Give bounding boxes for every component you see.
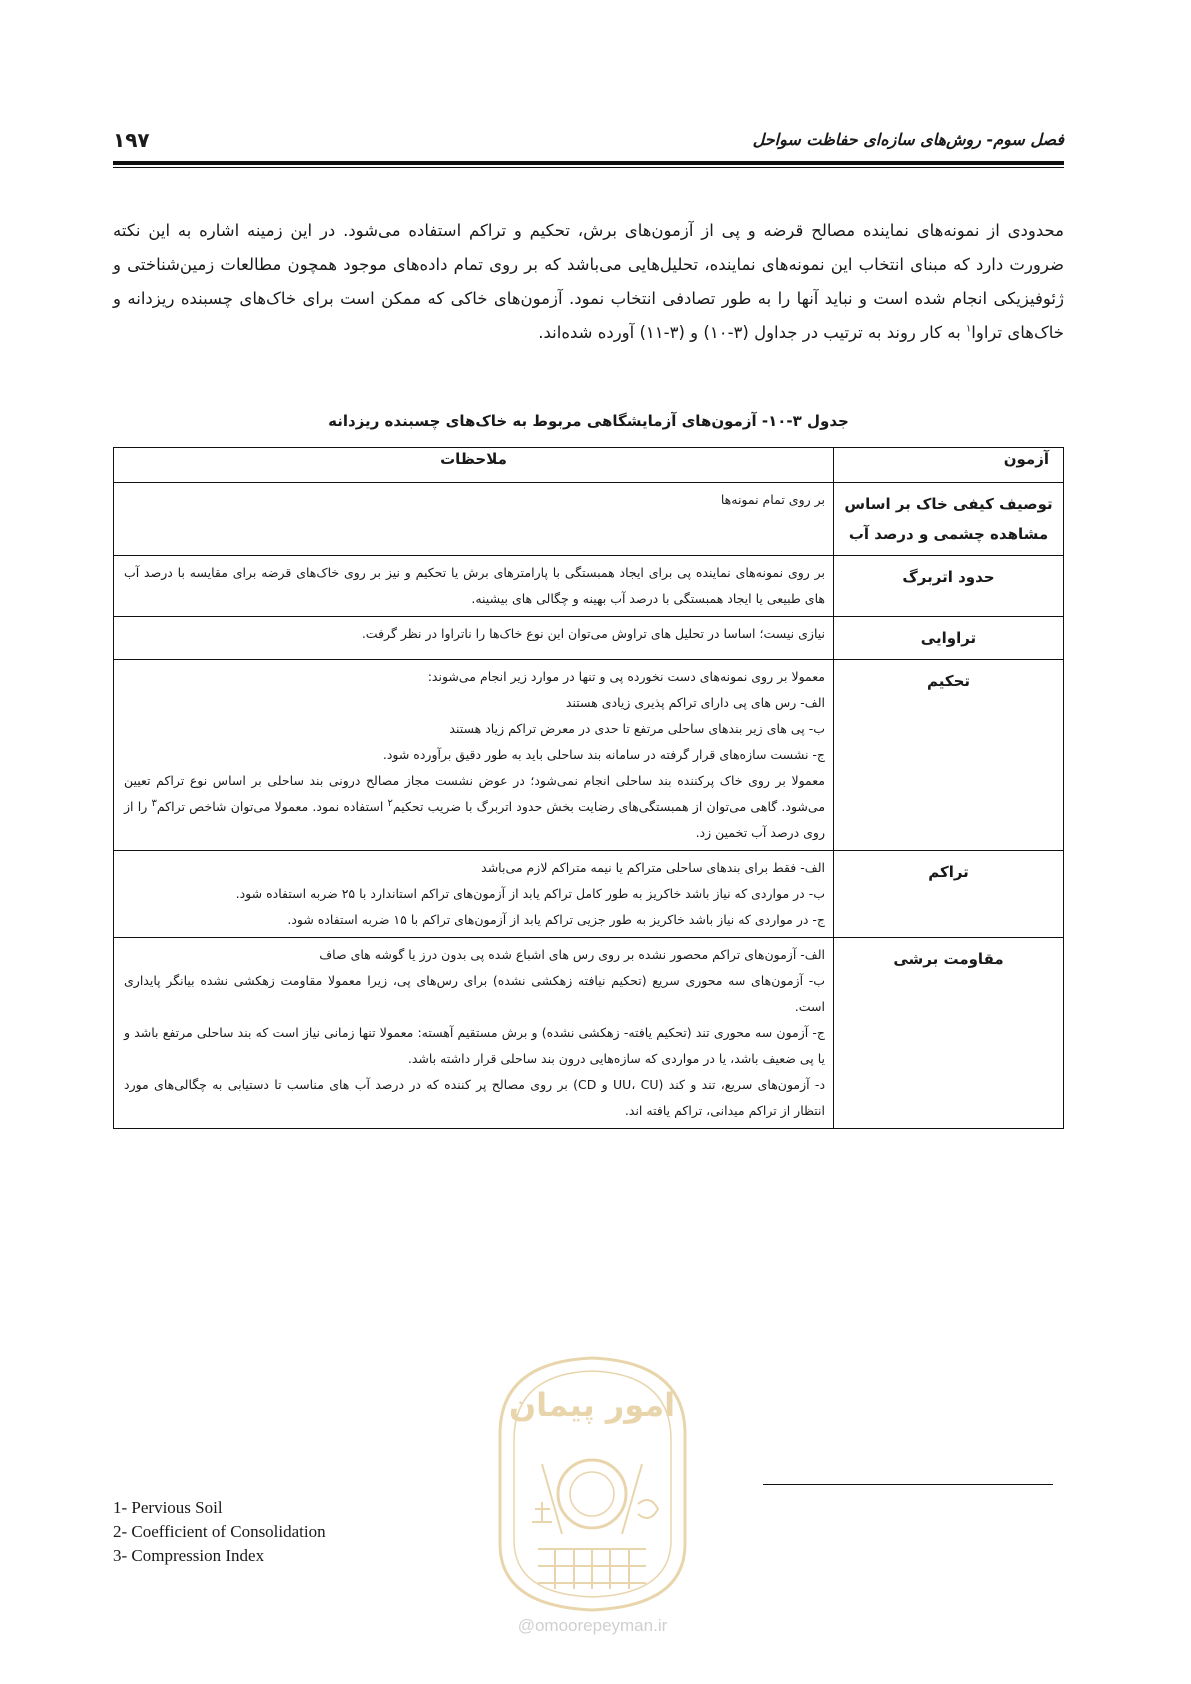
table-row bbox=[114, 556, 1064, 617]
note-line: ب- در مواردی که نیاز باشد خاکریز به طور کامل تراکم یابد از آزمون‌های تراکم استاندارد با ۲۵ ضربه استفاده شود. bbox=[235, 886, 825, 901]
note-line: بر روی نمونه‌های نماینده پی برای ایجاد همبستگی با پارامترهای برش یا تحکیم و نیز بر روی خاک‌های قرضه برای مقایسه با درصد آب های طبیعی یا ایجاد همبستگی با درصد آب بهینه و چگالی های بیشینه. bbox=[124, 565, 825, 606]
test-name-cell: توصیف کیفی خاک بر اساس مشاهده چشمی و درصد آب bbox=[834, 483, 1064, 556]
note-line bbox=[124, 768, 825, 846]
page-header bbox=[113, 126, 1064, 162]
notes-cell bbox=[114, 938, 834, 1129]
note-line: الف- آزمون‌های تراکم محصور نشده بر روی رس های اشباع شده پی بدون درز یا گوشه های صاف bbox=[319, 947, 825, 962]
note-line: بر روی تمام نمونه‌ها bbox=[720, 492, 825, 507]
note-line: معمولا بر روی نمونه‌های دست نخورده پی و تنها در موارد زیر انجام می‌شوند: bbox=[427, 669, 825, 684]
seal-logo-text: امور پیمان bbox=[508, 1386, 676, 1424]
table-caption: جدول ۳-۱۰- آزمون‌های آزمایشگاهی مربوط به خاک‌های چسبنده ریزدانه bbox=[328, 412, 849, 430]
intro-paragraph bbox=[113, 214, 1064, 350]
note-line: ب- پی های زیر بندهای ساحلی مرتفع تا حدی در معرض تراکم زیاد هستند bbox=[449, 721, 825, 736]
table-row bbox=[114, 483, 1064, 556]
footnote-1: 1- Pervious Soil bbox=[113, 1498, 223, 1517]
column-header-test: آزمون bbox=[834, 448, 1064, 483]
note-line: ج- آزمون سه محوری تند (تحکیم یافته- زهکشی نشده) و برش مستقیم آهسته: معمولا تنها زمانی نیاز است که بند ساحلی مرتفع باشد و یا پی ضعیف باشد، یا در مواردی که سازه‌هایی درون بند ساحلی قرار داشته باشد. bbox=[124, 1025, 825, 1066]
column-header-notes: ملاحظات bbox=[114, 448, 834, 483]
lab-tests-table bbox=[113, 447, 1064, 1129]
note-line: ج- در مواردی که نیاز باشد خاکریز به طور جزیی تراکم یابد از آزمون‌های تراکم با ۱۵ ضربه استفاده شود. bbox=[287, 912, 825, 927]
footnote-ref-3: ۳ bbox=[151, 797, 157, 809]
test-name-cell: حدود اتربرگ bbox=[834, 556, 1064, 617]
note-line: ج- نشست سازه‌های قرار گرفته در سامانه بند ساحلی باید به طور دقیق برآورده شود. bbox=[382, 747, 825, 762]
note-text: معمولا بر روی خاک پرکننده بند ساحلی انجام نمی‌شود؛ در عوض نشست مجاز مصالح درونی بند ساحلی بر اساس نوع تراکم تعیین می‌شود. گاهی می‌توان از همبستگی‌های رضایت بخش حدود اتربرگ با ضریب تحکیم bbox=[124, 773, 826, 814]
intro-text-1: محدودی از نمونه‌های نماینده مصالح قرضه و پی از آزمون‌های برش، تحکیم و تراکم استفاده می‌شود. در این زمینه اشاره به این نکته ضرورت دارد که مبنای انتخاب این نمونه‌های نماینده، تحلیل‌هایی می‌باشد که بر روی تمام داده‌های موجود همچون مطالعات زمین‌شناختی و ژئوفیزیکی انجام شده است و نباید آنها را به طور تصادفی انتخاب نمود. آزمون‌های خاکی که ممکن است برای خاک‌های چسبنده ریزدانه و خاک‌های تراوا bbox=[113, 221, 1064, 342]
note-line: د- آزمون‌های سریع، تند و کند (UU، CU و CD) بر روی مصالح پر کننده که در درصد آب های مناسب تا دستیابی به چگالی‌های مورد انتظار از تراکم میدانی، تراکم یافته اند. bbox=[124, 1077, 826, 1118]
note-line: نیازی نیست؛ اساسا در تحلیل های تراوش می‌توان این نوع خاک‌ها را ناتراوا در نظر گرفت. bbox=[361, 626, 825, 641]
note-line: الف- فقط برای بندهای ساحلی متراکم یا نیمه متراکم لازم می‌باشد bbox=[481, 860, 825, 875]
watermark-url: @omoorepeyman.ir bbox=[517, 1616, 668, 1635]
header-rule-thick bbox=[113, 161, 1064, 165]
footnote-ref-2: ۲ bbox=[387, 797, 393, 809]
test-name-cell: تراکم bbox=[834, 851, 1064, 938]
test-name-cell: تحکیم bbox=[834, 660, 1064, 851]
watermark bbox=[480, 1344, 705, 1644]
seal-logo-icon bbox=[480, 1344, 705, 1614]
intro-text-2: به کار روند به ترتیب در جداول (۳-۱۰) و (۳-۱۱) آورده شده‌اند. bbox=[538, 323, 966, 342]
page-number: ۱۹۷ bbox=[113, 128, 150, 152]
notes-cell bbox=[114, 483, 834, 556]
table-row bbox=[114, 660, 1064, 851]
table-header-row bbox=[114, 448, 1064, 483]
header-rule-thin bbox=[113, 167, 1064, 168]
footnote-2: 2- Coefficient of Consolidation bbox=[113, 1522, 326, 1541]
chapter-title: فصل سوم- روش‌های سازه‌ای حفاظت سواحل bbox=[752, 130, 1064, 149]
table-row bbox=[114, 851, 1064, 938]
footnote-3: 3- Compression Index bbox=[113, 1546, 265, 1565]
test-name-cell: تراوایی bbox=[834, 617, 1064, 660]
footnote-ref-1: ۱ bbox=[965, 323, 972, 335]
note-line: ب- آزمون‌های سه محوری سریع (تحکیم نیافته زهکشی نشده) برای رس‌های پی، زیرا معمولا مقاومت زهکشی نشده بیانگر پایداری است. bbox=[124, 973, 825, 1014]
test-name-cell: مقاومت برشی bbox=[834, 938, 1064, 1129]
notes-cell bbox=[114, 556, 834, 617]
notes-cell bbox=[114, 617, 834, 660]
note-line: الف- رس های پی دارای تراکم پذیری زیادی هستند bbox=[565, 695, 825, 710]
table-row bbox=[114, 617, 1064, 660]
notes-cell bbox=[114, 660, 834, 851]
note-text: را از روی درصد آب تخمین زد. bbox=[124, 799, 825, 840]
table-row bbox=[114, 938, 1064, 1129]
notes-cell bbox=[114, 851, 834, 938]
footnote-separator bbox=[763, 1484, 1053, 1485]
note-text: استفاده نمود. معمولا می‌توان شاخص تراکم bbox=[156, 799, 388, 814]
